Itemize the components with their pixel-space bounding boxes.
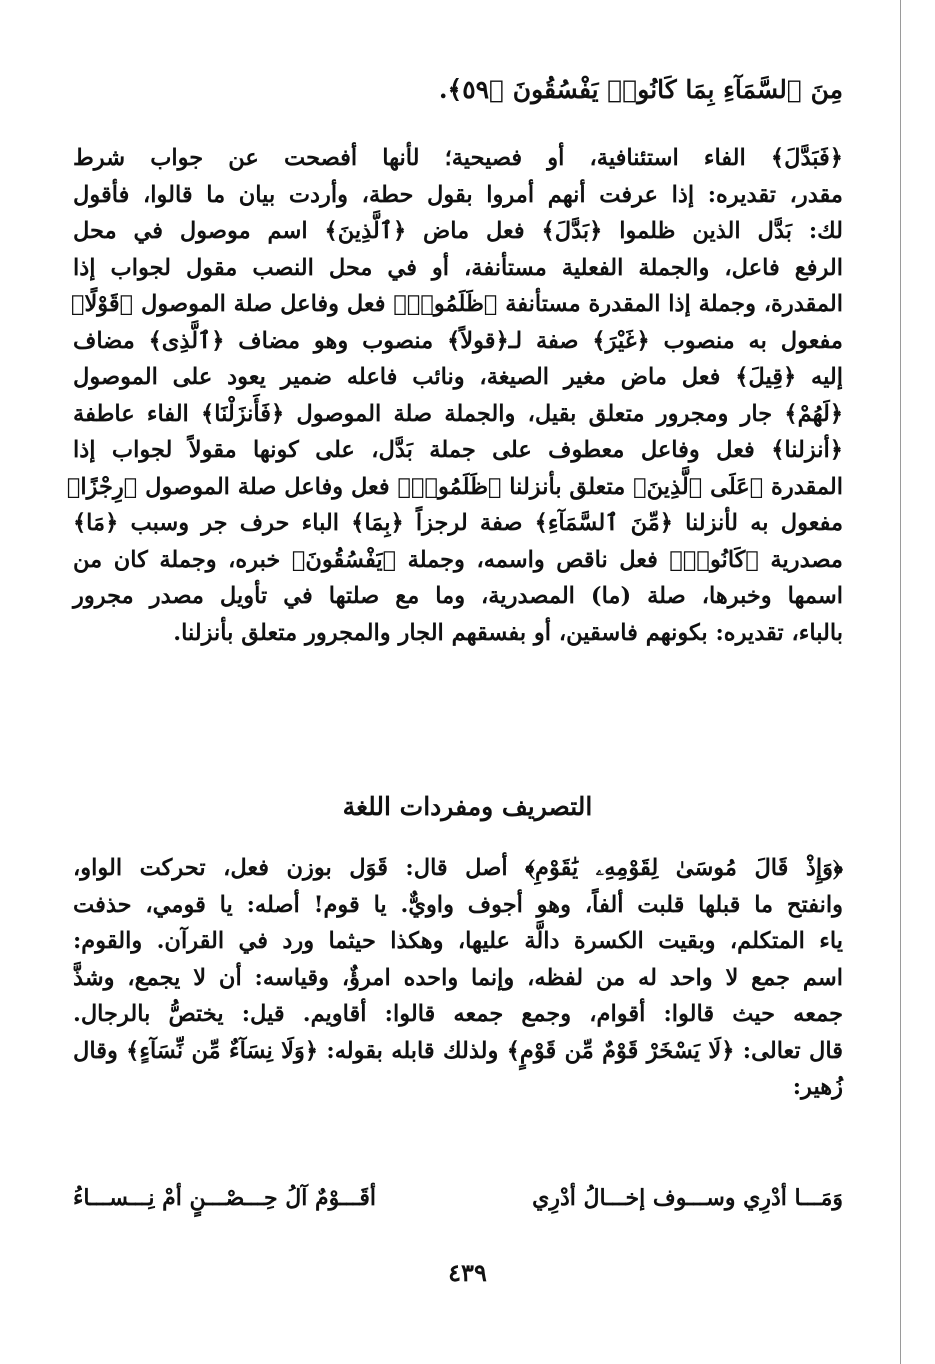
text-line: مصدرية ﴿كَانُوا۟﴾ فعل ناقص واسمه، وجملة ﴿يَفْسُقُونَ﴾ خبره، وجملة كان من <box>73 546 843 573</box>
text-line: وانفتح ما قبلها قلبت ألفاً، وهو أجوف واويٌّ. يا قوم! أصله: يا قومي، حذفت <box>73 891 843 918</box>
text-line: لك: بَدَّل الذين ظلموا ﴿بَدَّلَ﴾ فعل ماض ﴿ٱلَّذِينَ﴾ اسم موصول في محل <box>73 218 843 244</box>
text-line: المقدرة، وجملة إذا المقدرة مستأنفة ﴿ظَلَمُوا۟﴾ فعل وفاعل صلة الموصول ﴿قَوْلًا﴾ <box>70 291 843 317</box>
grammar-paragraph <box>66 140 843 651</box>
text-line: المقدرة ﴿عَلَى ٱلَّذِينَ﴾ متعلق بأنزلنا ﴿ظَلَمُوا۟﴾ فعل وفاعل صلة الموصول ﴿رِجْزًا﴾ <box>66 473 843 500</box>
poetry-second-hemistich: أقَـــوْمٌ آلُ حِـــصْـــنٍ أمْ نِـــســـاءُ <box>73 1185 376 1211</box>
verse-continuation: مِنَ ٱلسَّمَآءِ بِمَا كَانُوا۟ يَفْسُقُونَ ﴿٥٩﴾. <box>438 75 843 104</box>
text-line: قال تعالى: ﴿لَا يَسْخَرْ قَوْمٌ مِّن قَوْمٍ﴾ ولذلك قابله بقوله: ﴿وَلَا نِسَآءٌ مِّن نِّسَآءٍ﴾ وقال <box>73 1037 843 1064</box>
text-line: ﴿لَهُمْ﴾ جار ومجرور متعلق بقيل، والجملة صلة الموصول ﴿فَأَنزَلْنَا﴾ الفاء عاطفة <box>73 400 843 427</box>
page-number: ٤٣٩ <box>448 1258 487 1287</box>
text-line: ﴿وَإِذْ قَالَ مُوسَىٰ لِقَوْمِهِۦ يَٰقَوْمِ﴾ أصل قال: قَوَل بوزن فعل، تحركت الواو، <box>73 855 843 881</box>
text-line: ﴿أنزلنا﴾ فعل وفاعل معطوف على جملة بَدَّل، على كونها مقولاً لجواب إذا <box>73 437 843 463</box>
text-line: مقدر، تقديره: إذا عرفت أنهم أمروا بقول حطة، وأردت بيان ما قالوا، فأقول <box>73 181 843 208</box>
text-line: جمعه حيث قالوا: أقوام، وجمع جمعه قالوا: أقاويم. قيل: يختصُّ بالرجال. <box>73 1001 843 1027</box>
page-edge-line <box>900 0 901 1364</box>
text-line: زُهير: <box>792 1074 843 1100</box>
text-line: بالباء، تقديره: بكونهم فاسقين، أو بفسقهم الجار والمجرور متعلق بأنزلنا. <box>173 619 843 646</box>
section-heading: التصريف ومفردات اللغة <box>342 792 593 821</box>
text-line: اسمها وخبرها، صلة (ما) المصدرية، وما مع صلتها في تأويل مصدر مجرور <box>73 583 843 609</box>
poetry-verse <box>73 1178 843 1218</box>
text-line: إليه ﴿قِيلَ﴾ فعل ماض مغير الصيغة، ونائب فاعله ضمير يعود على الموصول <box>73 364 843 390</box>
text-line: ياء المتكلم، وبقيت الكسرة دالَّة عليها، وهكذا حيثما ورد في القرآن. والقوم: <box>73 928 843 954</box>
text-line: ﴿فَبَدَّلَ﴾ الفاء استئنافية، أو فصيحية؛ لأنها أفصحت عن جواب شرط <box>73 145 843 171</box>
poetry-first-hemistich: وَمَـــا أدْرِي وســـوف إخـــالُ أدْرِي <box>532 1185 843 1211</box>
text-line: اسم جمع لا واحد له من لفظه، وإنما واحده امرؤٌ، وقياسه: أن لا يجمع، وشذَّ <box>73 964 843 991</box>
text-line: الرفع فاعل، والجملة الفعلية مستأنفة، أو في محل النصب مقول لجواب إذا <box>73 254 843 281</box>
text-line: مفعول به منصوب ﴿غَيْرَ﴾ صفة لـ﴿قولاً﴾ منصوب وهو مضاف ﴿ٱلَّذِى﴾ مضاف <box>73 327 843 354</box>
text-line: مفعول به لأنزلنا ﴿مِّنَ ٱلسَّمَآءِ﴾ صفة لرجزاً ﴿بِمَا﴾ الباء حرف جر وسبب ﴿مَا﴾ <box>73 510 843 536</box>
morphology-paragraph <box>73 850 843 1106</box>
